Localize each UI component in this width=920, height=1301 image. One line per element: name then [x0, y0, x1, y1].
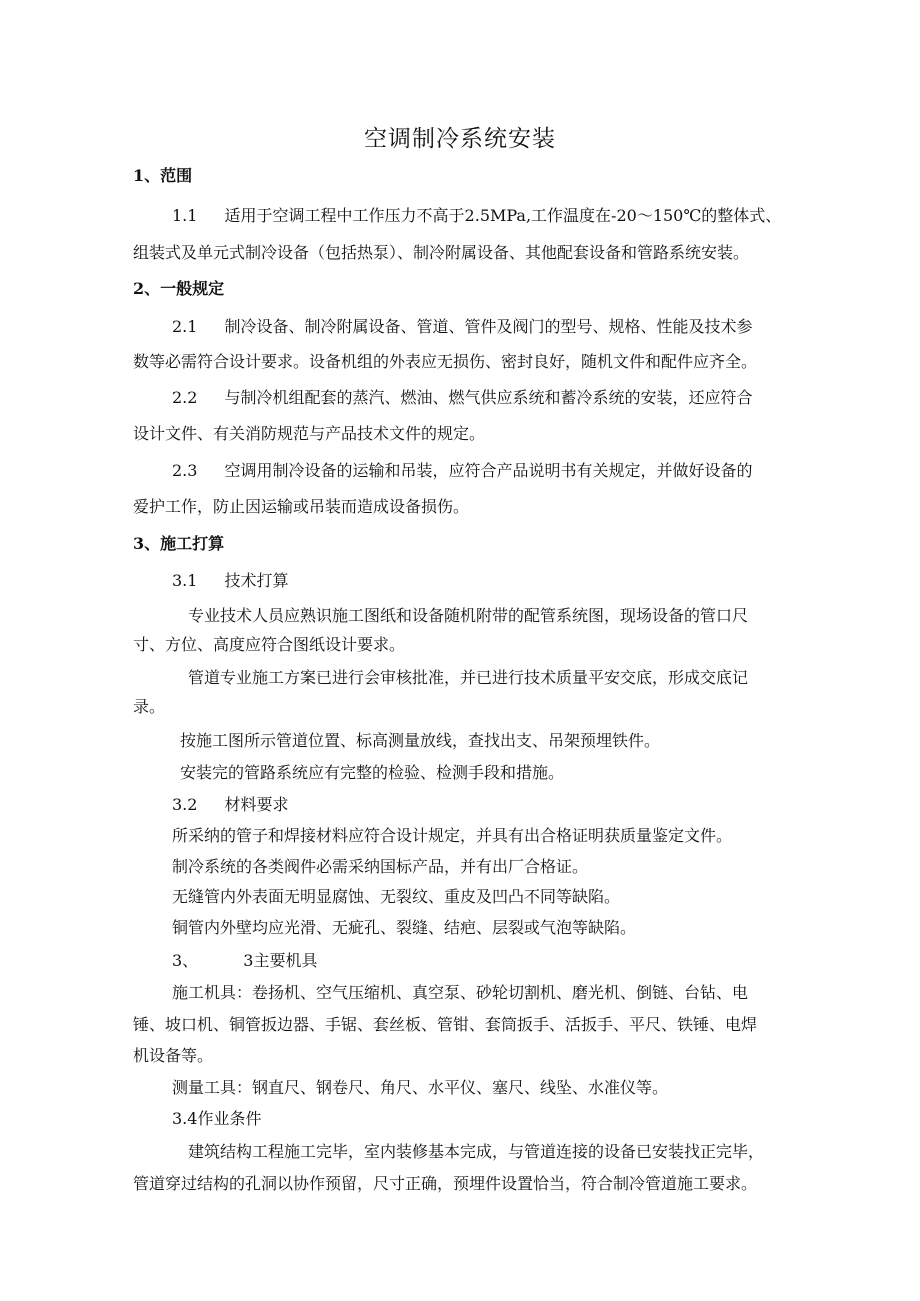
tools-para-line-2: 锤、坡口机、铜管扳边器、手锯、套丝板、管钳、套筒扳手、活扳手、平尺、铁锤、电焊: [133, 1015, 758, 1034]
measure-tools-para: 测量工具：钢直尺、钢卷尺、角尺、水平仪、塞尺、线坠、水准仪等。: [172, 1078, 669, 1097]
subsection-label: 3主要机具: [243, 951, 318, 970]
clause-number: 2.1: [172, 317, 198, 336]
material-item-1: 所采纳的管子和焊接材料应符合设计规定，并具有出合格证明获质量鉴定文件。: [172, 826, 733, 845]
clause-number: 3.2: [172, 795, 198, 814]
tools-para-line-1: 施工机具：卷扬机、空气压缩机、真空泵、砂轮切割机、磨光机、倒链、台钻、电: [172, 983, 749, 1002]
section-heading-2: 2、一般规定: [133, 279, 225, 298]
tech-para-3: 按施工图所示管道位置、标高测量放线，查找出支、吊架预埋铁件。: [180, 731, 661, 750]
subsection-3-3: [172, 948, 317, 971]
tech-para-1-line-1: 专业技术人员应熟识施工图纸和设备随机附带的配管系统图，现场设备的管口尺: [188, 606, 749, 625]
subsection-3-2: [172, 792, 289, 815]
subsection-label: 技术打算: [224, 571, 289, 590]
tech-para-4: 安装完的管路系统应有完整的检验、检测手段和措施。: [180, 763, 565, 782]
tech-para-2-line-1: 管道专业施工方案已进行会审核批准，并已进行技术质量平安交底，形成交底记: [188, 668, 749, 687]
tech-para-1-line-2: 寸、方位、高度应符合图纸设计要求。: [133, 635, 406, 654]
subsection-3-1: [172, 568, 289, 591]
material-item-3: 无缝管内外表面无明显腐蚀、无裂纹、重皮及凹凸不同等缺陷。: [172, 887, 621, 906]
subsection-prefix: 3、: [172, 951, 199, 970]
clause-number: 2.3: [172, 461, 198, 480]
clause-number: 2.2: [172, 388, 198, 407]
material-item-4: 铜管内外壁均应光滑、无疵孔、裂缝、结疤、层裂或气泡等缺陷。: [172, 918, 637, 937]
clause-text: 空调用制冷设备的运输和吊装，应符合产品说明书有关规定，并做好设备的: [224, 461, 753, 480]
work-conditions-line-1: 建筑结构工程施工完毕，室内装修基本完成，与管道连接的设备已安装找正完毕，: [188, 1142, 765, 1161]
clause-number: 1.1: [172, 206, 198, 225]
material-item-2: 制冷系统的各类阀件必需采纳国标产品，并有出厂合格证。: [172, 857, 589, 876]
paragraph-2-2-line-1: [172, 385, 753, 408]
clause-text: 制冷设备、制冷附属设备、管道、管件及阀门的型号、规格、性能及技术参: [224, 317, 753, 336]
paragraph-1-1-line-2: 组装式及单元式制冷设备（包括热泵）、制冷附属设备、其他配套设备和管路系统安装。: [133, 243, 750, 262]
page-title: 空调制冷系统安装: [364, 126, 556, 152]
paragraph-2-1-line-2: 数等必需符合设计要求。设备机组的外表应无损伤、密封良好，随机文件和配件应齐全。: [133, 352, 758, 371]
tools-para-line-3: 机设备等。: [133, 1046, 214, 1065]
work-conditions-line-2: 管道穿过结构的孔洞以协作预留，尺寸正确，预埋件设置恰当，符合制冷管道施工要求。: [133, 1174, 758, 1193]
clause-text: 与制冷机组配套的蒸汽、燃油、燃气供应系统和蓄冷系统的安装，还应符合: [224, 388, 753, 407]
paragraph-1-1-line-1: [172, 203, 781, 226]
clause-text: 适用于空调工程中工作压力不高于2.5MPa,工作温度在-20～150℃的整体式、: [224, 206, 782, 225]
subsection-label: 材料要求: [224, 795, 289, 814]
section-heading-1: 1、范围: [133, 166, 193, 185]
section-heading-3: 3、施工打算: [133, 534, 225, 553]
paragraph-2-3-line-1: [172, 458, 753, 481]
paragraph-2-3-line-2: 爱护工作，防止因运输或吊装而造成设备损伤。: [133, 497, 470, 516]
paragraph-2-2-line-2: 设计文件、有关消防规范与产品技术文件的规定。: [133, 424, 486, 443]
clause-number: 3.1: [172, 571, 198, 590]
tech-para-2-line-2: 录。: [133, 697, 166, 716]
subsection-3-4: 3.4作业条件: [172, 1109, 262, 1128]
paragraph-2-1-line-1: [172, 314, 753, 337]
